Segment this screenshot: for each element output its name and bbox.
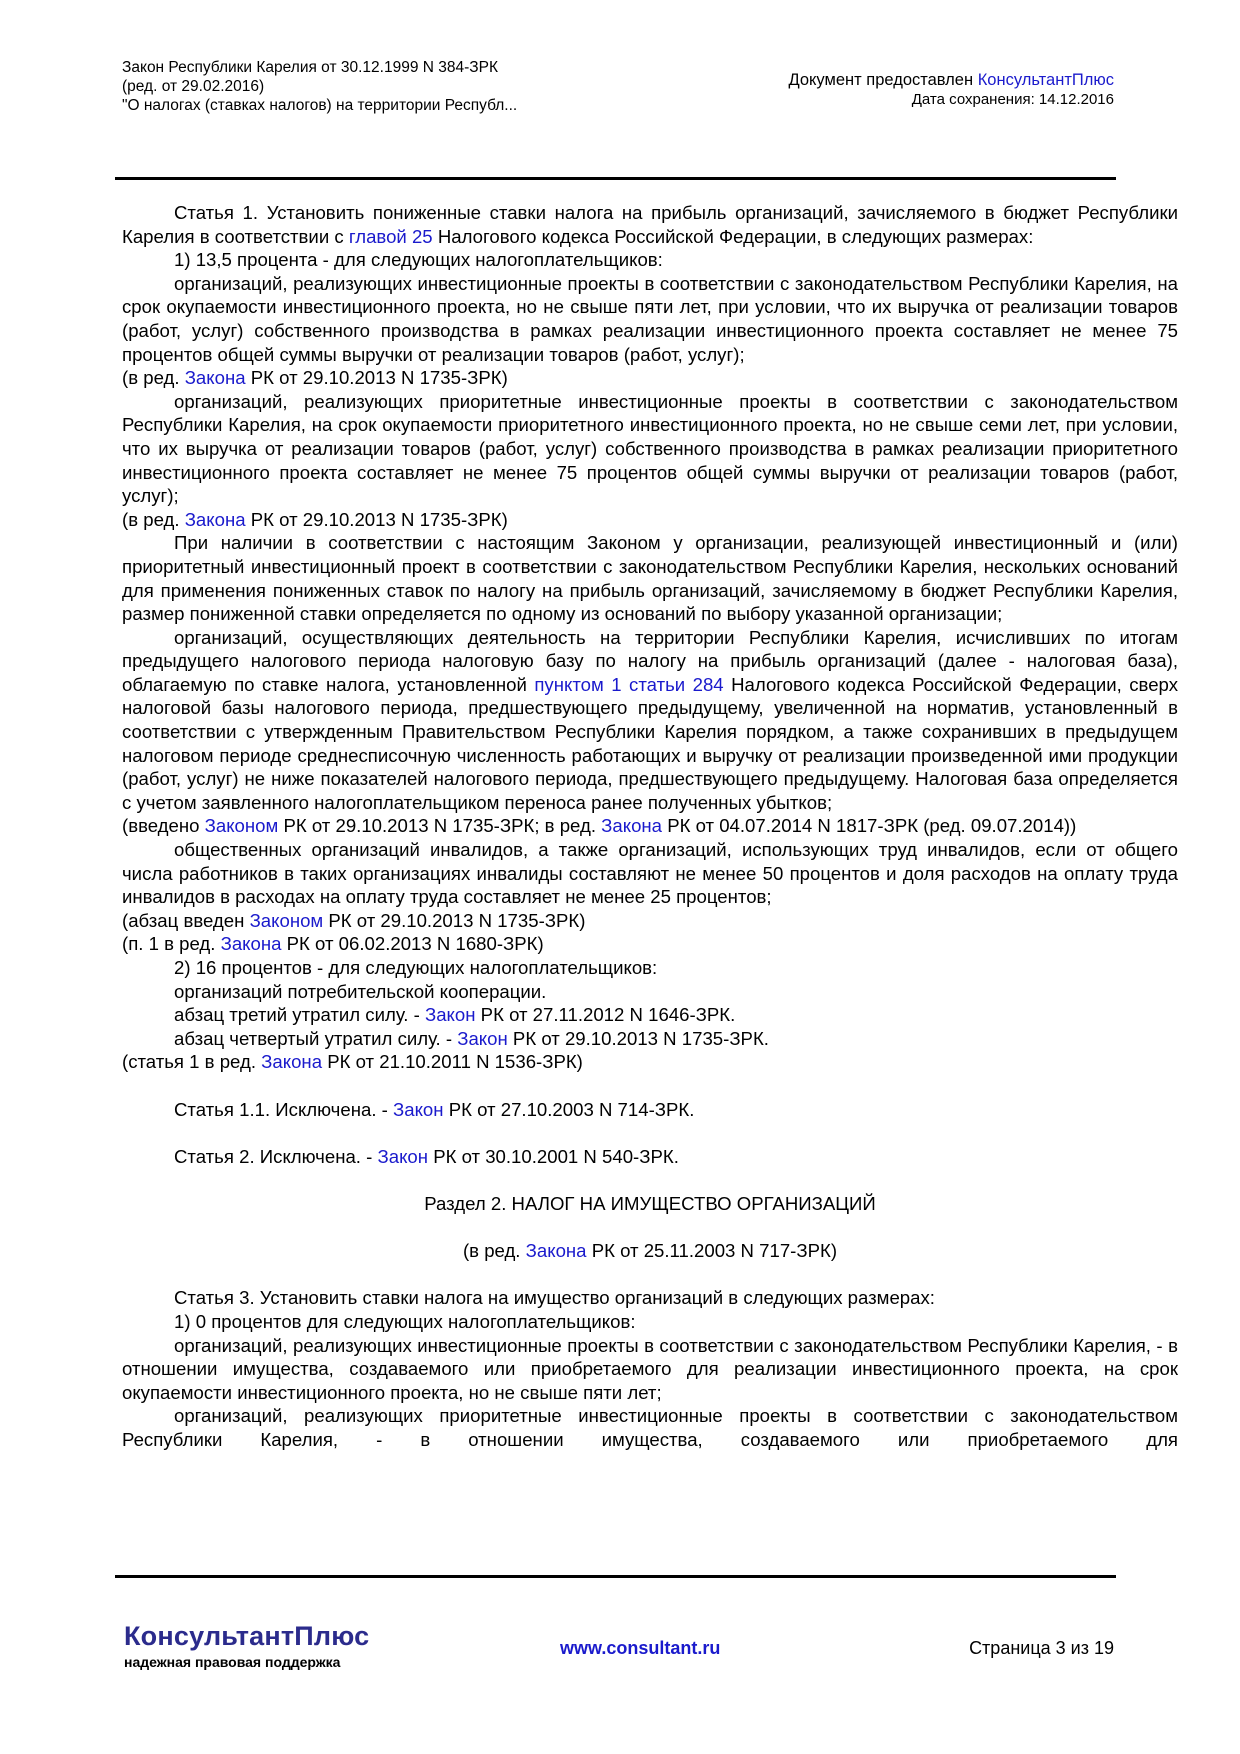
text: (в ред. bbox=[122, 367, 185, 389]
link-law[interactable]: Закон bbox=[457, 1027, 508, 1049]
link-law[interactable]: Закон bbox=[424, 1004, 476, 1026]
amendment-note bbox=[122, 932, 1178, 956]
link-law[interactable]: Закона bbox=[184, 508, 246, 530]
text: абзац четвертый утратил силу. - bbox=[174, 1027, 458, 1049]
amendment-note bbox=[122, 909, 1178, 933]
article-3-intro: Статья 3. Установить ставки налога на имущество организаций в следующих размерах: bbox=[174, 1287, 935, 1309]
text: РК от 29.10.2013 N 1735-ЗРК) bbox=[323, 909, 586, 931]
footer-website-link[interactable]: www.consultant.ru bbox=[560, 1638, 721, 1658]
text: (в ред. bbox=[462, 1240, 526, 1262]
text: Статья 1. Установить пониженные ставки налога на прибыль организаций, зачисляемого в бюджет Республики Карелия в соответствии с bbox=[122, 202, 1178, 247]
article-1-item-2-org: организаций потребительской кооперации. bbox=[174, 980, 547, 1002]
text: РК от 29.10.2013 N 1735-ЗРК. bbox=[507, 1027, 769, 1049]
text: РК от 30.10.2001 N 540-ЗРК. bbox=[428, 1145, 679, 1167]
article-1-intro bbox=[122, 201, 1178, 248]
article-3-item-1: 1) 0 процентов для следующих налогоплательщиков: bbox=[174, 1310, 636, 1332]
header-law-title: Закон Республики Карелия от 30.12.1999 N 384-ЗРК bbox=[122, 59, 498, 76]
article-1-item-2: 2) 16 процентов - для следующих налогоплательщиков: bbox=[174, 957, 658, 978]
amendment-note bbox=[122, 814, 1178, 838]
text: РК от 29.10.2013 N 1735-ЗРК) bbox=[245, 367, 508, 389]
section-2-title: Раздел 2. НАЛОГ НА ИМУЩЕСТВО ОРГАНИЗАЦИЙ bbox=[424, 1192, 876, 1214]
document-header-provider bbox=[788, 70, 1114, 110]
footer-divider bbox=[115, 1575, 1116, 1578]
spacer bbox=[122, 1263, 1178, 1287]
spacer bbox=[122, 1168, 1178, 1192]
text: Статья 2. Исключена. - bbox=[174, 1145, 378, 1167]
text: (статья 1 в ред. bbox=[122, 1051, 262, 1073]
provided-by-label: Документ предоставлен bbox=[788, 71, 978, 89]
text: РК от 06.02.2013 N 1680-ЗРК) bbox=[281, 933, 544, 955]
text: Налогового кодекса Российской Федерации, сверх налоговой базы налогового периода, предшествующего предыдущему, увеличенной на норматив, установленный в соответствии с утвержденным Правительством Республики Карелия порядком, а также сохранивших в предыдущем налоговом периоде среднесписочную численность работающих и выручку от реализации произведенной ими продукции (работ, услуг) не ниже показателей налогового периода, предшествующего предыдущему. Налоговая база определяется с учетом заявленного налогоплательщиком переноса ранее полученных убытков; bbox=[122, 673, 1178, 813]
text: (абзац введен bbox=[122, 909, 250, 931]
section-2-amendment bbox=[122, 1239, 1178, 1263]
save-date: Дата сохранения: 14.12.2016 bbox=[911, 91, 1114, 108]
amendment-note bbox=[122, 366, 1178, 390]
header-law-subject: "О налогах (ставках налогов) на территории Республ... bbox=[122, 97, 518, 114]
article-1-org-2: организаций, реализующих приоритетные инвестиционные проекты в соответствии с законодательством Республики Карелия, на срок окупаемости приоритетного инвестиционного проекта, но не свыше семи лет, при условии, что их выручка от реализации товаров (работ, услуг) собственного производства в рамках реализации приоритетного инвестиционного проекта составляет не менее 75 процентов общей суммы выручки от реализации товаров (работ, услуг); bbox=[122, 390, 1178, 507]
article-1-org-4: общественных организаций инвалидов, а также организаций, использующих труд инвалидов, если от общего числа работников в таких организациях инвалиды составляют не менее 50 процентов и доля расходов на оплату труда инвалидов в расходах на оплату труда составляет не менее 25 процентов; bbox=[122, 839, 1178, 908]
link-law[interactable]: Законом bbox=[204, 815, 279, 837]
document-body bbox=[122, 201, 1178, 1451]
article-1-multiple-grounds: При наличии в соответствии с настоящим Законом у организации, реализующей инвестиционный и (или) приоритетный инвестиционный проект в соответствии с законодательством Республики Карелия, нескольких оснований для применения пониженных ставок по налогу на прибыль организаций, зачисляемому в бюджет Республики Карелия, размер пониженной ставки определяется по одному из оснований по выбору указанной организации; bbox=[122, 532, 1178, 625]
link-article-284[interactable]: пунктом 1 статьи 284 bbox=[534, 673, 724, 695]
text: РК от 29.10.2013 N 1735-ЗРК; в ред. bbox=[278, 815, 602, 837]
spacer bbox=[122, 1074, 1178, 1098]
text: (в ред. bbox=[122, 508, 185, 530]
text: РК от 04.07.2014 N 1817-ЗРК (ред. 09.07.2014)) bbox=[662, 815, 1077, 837]
text: РК от 21.10.2011 N 1536-ЗРК) bbox=[322, 1051, 583, 1073]
document-header-title bbox=[122, 58, 517, 115]
article-1-item-1: 1) 13,5 процента - для следующих налогоплательщиков: bbox=[174, 249, 663, 271]
link-law[interactable]: Закона bbox=[601, 815, 663, 837]
link-law[interactable]: Закон bbox=[377, 1145, 429, 1167]
spacer bbox=[122, 1121, 1178, 1145]
link-law[interactable]: Закона bbox=[525, 1240, 587, 1262]
consultant-logo bbox=[124, 1621, 369, 1670]
amendment-note bbox=[122, 1050, 1178, 1074]
article-3-org-1: организаций, реализующих инвестиционные проекты в соответствии с законодательством Республики Карелия, - в отношении имущества, создаваемого или приобретаемого для реализации инвестиционного проекта, на срок окупаемости инвестиционного проекта, но не свыше пяти лет; bbox=[122, 1334, 1178, 1403]
article-3-org-2: организаций, реализующих приоритетные инвестиционные проекты в соответствии с законодательством Республики Карелия, - в отношении имущества, создаваемого или приобретаемого для bbox=[122, 1405, 1178, 1450]
link-law[interactable]: Закона bbox=[220, 933, 282, 955]
footer-brand: КонсультантПлюс bbox=[124, 1621, 370, 1651]
text: РК от 27.11.2012 N 1646-ЗРК. bbox=[475, 1004, 736, 1026]
article-1-org-1: организаций, реализующих инвестиционные проекты в соответствии с законодательством Республики Карелия, на срок окупаемости инвестиционного проекта, но не свыше пяти лет, при условии, что их выручка от реализации товаров (работ, услуг) собственного производства в рамках реализации инвестиционного проекта составляет не менее 75 процентов общей суммы выручки от реализации товаров (работ, услуг); bbox=[122, 272, 1178, 365]
amendment-note bbox=[122, 508, 1178, 532]
text: Статья 1.1. Исключена. - bbox=[174, 1098, 394, 1120]
link-law[interactable]: Закон bbox=[393, 1098, 444, 1120]
header-law-edition: (ред. от 29.02.2016) bbox=[122, 78, 265, 95]
repealed-paragraph-4 bbox=[122, 1027, 1178, 1051]
header-divider bbox=[115, 177, 1116, 180]
text: РК от 27.10.2003 N 714-ЗРК. bbox=[443, 1098, 695, 1120]
page-number: Страница 3 из 19 bbox=[969, 1638, 1114, 1658]
text: РК от 29.10.2013 N 1735-ЗРК) bbox=[245, 508, 508, 530]
link-law[interactable]: Законом bbox=[249, 909, 324, 931]
link-law[interactable]: Закона bbox=[261, 1051, 323, 1073]
text: (введено bbox=[122, 815, 205, 837]
text: организаций, осуществляющих деятельность на территории Республики Карелия, исчисливших по итогам предыдущего налогового периода налоговую базу по налогу на прибыль организаций (далее - налоговая база), облагаемую по ставке налога, установленной bbox=[122, 626, 1178, 695]
spacer bbox=[122, 1216, 1178, 1240]
article-2 bbox=[122, 1145, 1178, 1169]
text: абзац третий утратил силу. - bbox=[174, 1004, 425, 1026]
link-law[interactable]: Закона bbox=[184, 367, 246, 389]
repealed-paragraph-3 bbox=[122, 1003, 1178, 1027]
text: Налогового кодекса Российской Федерации, в следующих размерах: bbox=[432, 225, 1034, 247]
link-chapter-25[interactable]: главой 25 bbox=[348, 225, 433, 247]
text: РК от 25.11.2003 N 717-ЗРК) bbox=[586, 1240, 838, 1262]
text: (п. 1 в ред. bbox=[122, 933, 221, 955]
article-1-1 bbox=[122, 1098, 1178, 1122]
article-1-org-3 bbox=[122, 626, 1178, 815]
provider-brand-link[interactable]: КонсультантПлюс bbox=[977, 71, 1114, 89]
footer-tagline: надежная правовая поддержка bbox=[124, 1654, 341, 1670]
